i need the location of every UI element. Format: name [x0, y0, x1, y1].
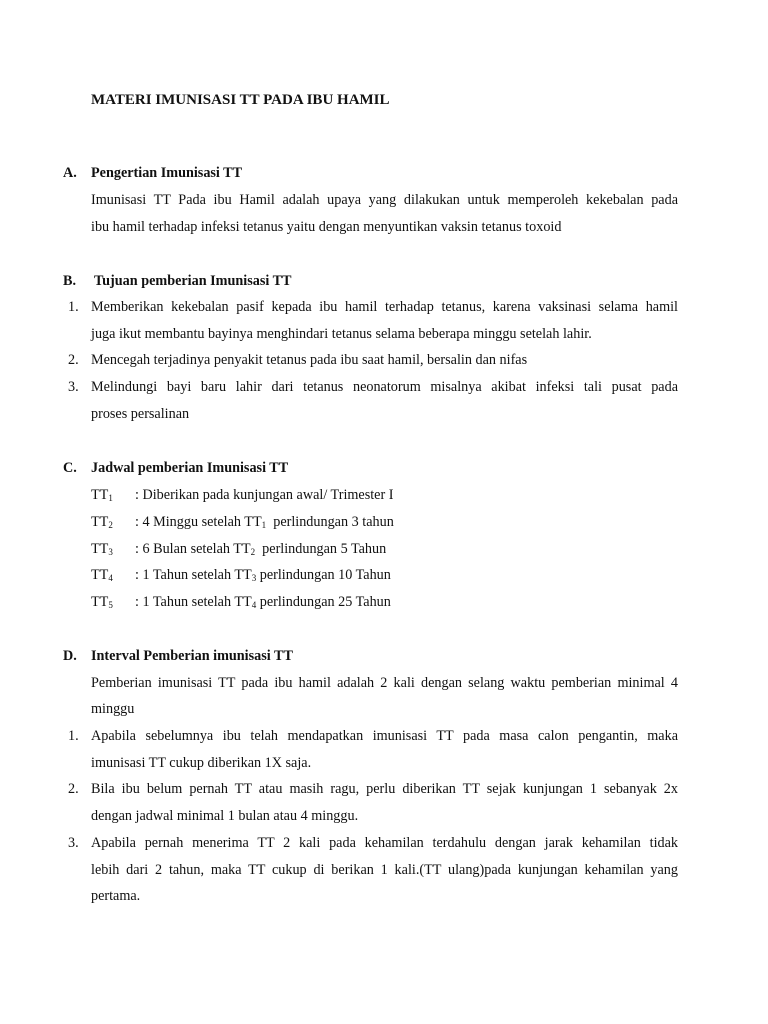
section-b-heading: Tujuan pemberian Imunisasi TT — [94, 273, 292, 289]
list-number: 3. — [68, 379, 79, 395]
section-b-letter: B. — [63, 273, 77, 289]
section-a-text-line: ibu hamil terhadap infeksi tetanus yaitu dengan menyuntikan vaksin tetanus toxoid — [91, 219, 562, 235]
list-number: 1. — [68, 299, 79, 315]
section-a-text-line: Imunisasi TT Pada ibu Hamil adalah upaya yang dilakukan untuk memperoleh kekebalan pada — [91, 192, 678, 208]
list-item-line: Melindungi bayi baru lahir dari tetanus neonatorum misalnya akibat infeksi tali pusat pada — [91, 379, 678, 395]
list-item-line: Apabila pernah menerima TT 2 kali pada kehamilan terdahulu dengan jarak kehamilan tidak — [91, 835, 678, 851]
list-number: 2. — [68, 352, 79, 368]
schedule-dose-description: : Diberikan pada kunjungan awal/ Trimester I — [135, 487, 394, 503]
list-number: 1. — [68, 728, 79, 744]
section-d-letter: D. — [63, 648, 77, 664]
section-d-intro-line: minggu — [91, 701, 135, 717]
list-item-line: juga ikut membantu bayinya menghindari tetanus selama beberapa minggu setelah lahir. — [91, 326, 592, 342]
list-item-line: pertama. — [91, 888, 141, 904]
schedule-dose-description: : 1 Tahun setelah $TT_4$ perlindungan 25 Tahun — [135, 594, 391, 610]
list-number: 2. — [68, 781, 79, 797]
section-d-intro-line: Pemberian imunisasi TT pada ibu hamil adalah 2 kali dengan selang waktu pemberian minimal 4 — [91, 675, 678, 691]
list-number: 3. — [68, 835, 79, 851]
schedule-dose-description: : 1 Tahun setelah $TT_3$ perlindungan 10 Tahun — [135, 567, 391, 583]
list-item-line: Memberikan kekebalan pasif kepada ibu hamil terhadap tetanus, karena vaksinasi selama hamil — [91, 299, 678, 315]
schedule-dose-description: : 6 Bulan setelah $TT_2$ perlindungan 5 Tahun — [135, 541, 387, 557]
list-item-line: proses persalinan — [91, 406, 190, 422]
schedule-dose-label: $TT_5$ — [91, 594, 113, 610]
schedule-dose-label: $TT_2$ — [91, 514, 113, 530]
list-item-line: imunisasi TT cukup diberikan 1X saja. — [91, 755, 312, 771]
list-item-line: lebih dari 2 tahun, maka TT cukup di berikan 1 kali.(TT ulang)pada kunjungan kehamilan yang — [91, 862, 678, 878]
section-d-heading: Interval Pemberian imunisasi TT — [91, 648, 293, 664]
list-item-line: Apabila sebelumnya ibu telah mendapatkan imunisasi TT pada masa calon pengantin, maka — [91, 728, 678, 744]
section-c-heading: Jadwal pemberian Imunisasi TT — [91, 460, 289, 476]
list-item-line: Bila ibu belum pernah TT atau masih ragu, perlu diberikan TT sejak kunjungan 1 sebanyak 2x — [91, 781, 678, 797]
list-item-line: dengan jadwal minimal 1 bulan atau 4 minggu. — [91, 808, 359, 824]
list-item-line: Mencegah terjadinya penyakit tetanus pada ibu saat hamil, bersalin dan nifas — [91, 352, 528, 368]
section-c-letter: C. — [63, 460, 77, 476]
schedule-dose-label: $TT_3$ — [91, 541, 113, 557]
schedule-dose-label: $TT_4$ — [91, 567, 113, 583]
section-a-heading: Pengertian Imunisasi TT — [91, 165, 243, 181]
schedule-dose-description: : 4 Minggu setelah $TT_1$ perlindungan 3 tahun — [135, 514, 394, 530]
section-a-letter: A. — [63, 165, 77, 181]
document-title: MATERI IMUNISASI TT PADA IBU HAMIL — [91, 92, 390, 108]
schedule-dose-label: $TT_1$ — [91, 487, 113, 503]
